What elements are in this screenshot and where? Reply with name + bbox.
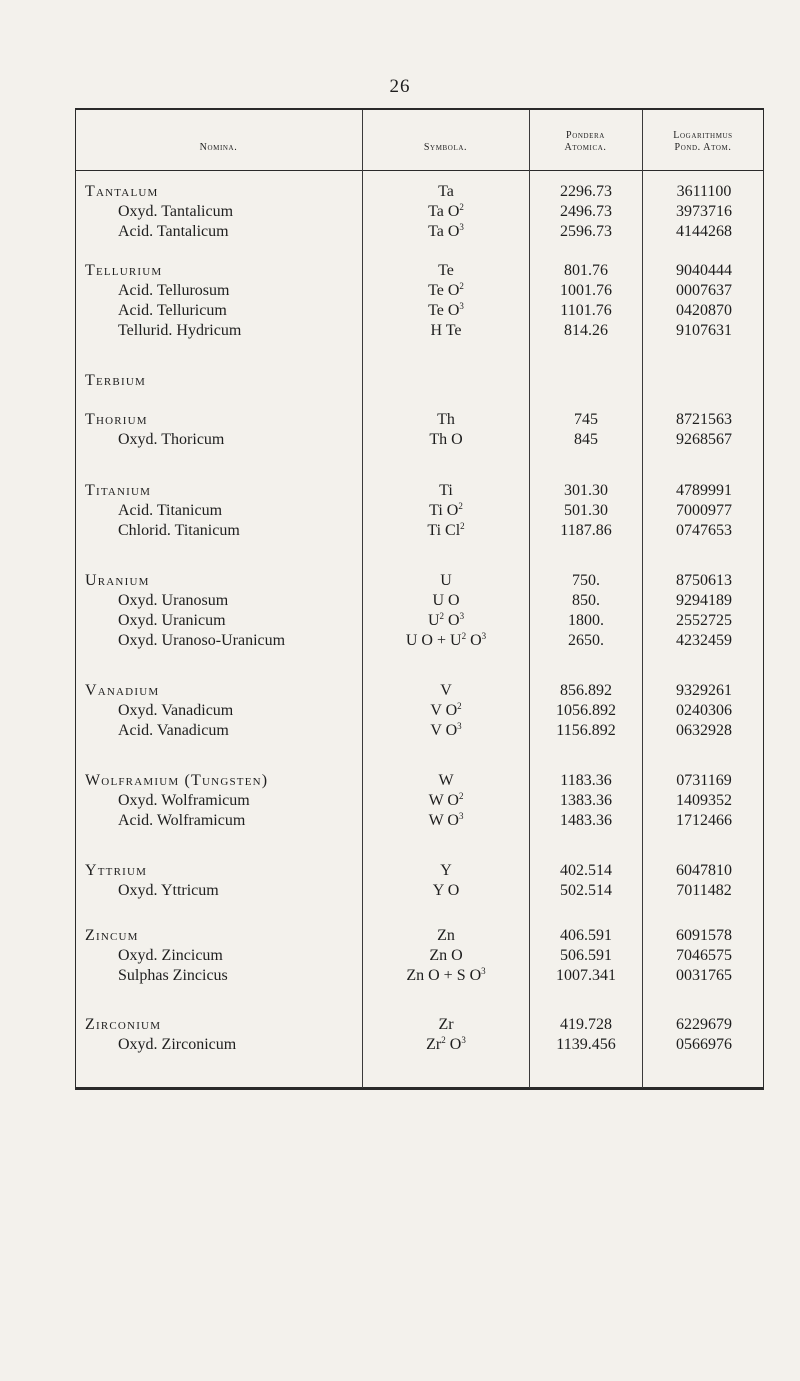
logarithm: 6047810 — [676, 862, 732, 879]
table-row — [0, 281, 800, 301]
table-row — [0, 771, 800, 791]
symbol: Ti — [439, 482, 453, 499]
table-row — [0, 202, 800, 222]
logarithm: 1712466 — [676, 812, 732, 829]
table-row — [0, 182, 800, 202]
atomic-weight: 845 — [574, 431, 598, 448]
atomic-weight: 1007.341 — [556, 967, 616, 984]
symbol: Ta $O^2$ — [428, 202, 464, 220]
atomic-weight: 745 — [574, 411, 598, 428]
table-row — [0, 371, 800, 391]
logarithm: 3973716 — [676, 203, 732, 220]
atomic-weight: 2496.73 — [560, 203, 612, 220]
atomic-weight: 402.514 — [560, 862, 612, 879]
compound-name: Oxyd. Vanadicum — [118, 702, 234, 719]
compound-name: Oxyd. Zincicum — [118, 947, 223, 964]
table-row — [0, 481, 800, 501]
compound-name: Oxyd. Zirconicum — [118, 1036, 237, 1053]
symbol: Ti $O^2$ — [429, 501, 463, 519]
element-name: Tellurium — [85, 262, 163, 279]
header-symbola: Symbola. — [423, 142, 468, 153]
table-row — [0, 631, 800, 651]
atomic-weight: 856.892 — [560, 682, 612, 699]
atomic-weight: 1800. — [568, 612, 604, 629]
logarithm: 0566976 — [676, 1036, 732, 1053]
logarithm: 6229679 — [676, 1016, 732, 1033]
header-logarithmus: Logarithmus Pond. Atom. — [673, 130, 733, 153]
compound-name: Oxyd. Tantalicum — [118, 203, 234, 220]
logarithm: 7046575 — [676, 947, 732, 964]
element-name: Vanadium — [85, 682, 160, 699]
compound-name: Oxyd. Thoricum — [118, 431, 225, 448]
compound-name: Oxyd. Uranicum — [118, 612, 226, 629]
atomic-weight: 1139.456 — [556, 1036, 616, 1053]
page-number: 26 — [389, 76, 411, 97]
compound-name: Oxyd. Wolframicum — [118, 792, 250, 809]
logarithm: 0747653 — [676, 522, 732, 539]
table-row — [0, 611, 800, 631]
symbol: U — [440, 572, 452, 589]
element-name: Zirconium — [85, 1016, 162, 1033]
logarithm: 9040444 — [676, 262, 732, 279]
compound-name: Acid. Tellurosum — [118, 282, 230, 299]
compound-name: Acid. Vanadicum — [118, 722, 229, 739]
atomic-weight: 419.728 — [560, 1016, 612, 1033]
logarithm: 4144268 — [676, 223, 732, 240]
symbol: Y — [440, 862, 452, 879]
compound-name: Oxyd. Uranosum — [118, 592, 229, 609]
atomic-weight: 1187.86 — [560, 522, 612, 539]
table-row — [0, 701, 800, 721]
symbol: Te $O^3$ — [428, 301, 464, 319]
symbol: Zn O — [429, 947, 463, 964]
compound-name: Sulphas Zincicus — [118, 967, 228, 984]
symbol: Ta $O^3$ — [428, 222, 464, 240]
symbol: V — [440, 682, 452, 699]
table-row — [0, 791, 800, 811]
compound-name: Oxyd. Uranoso-Uranicum — [118, 632, 286, 649]
compound-name: Acid. Telluricum — [118, 302, 227, 319]
symbol: U O — [432, 592, 460, 609]
table-row — [0, 521, 800, 541]
symbol: V $O^3$ — [430, 721, 462, 739]
atomic-weight: 2596.73 — [560, 223, 612, 240]
logarithm: 0240306 — [676, 702, 732, 719]
element-name: Tantalum — [85, 183, 159, 200]
table-row — [0, 261, 800, 281]
table-row — [0, 571, 800, 591]
element-name: Terbium — [85, 372, 146, 389]
compound-name: Oxyd. Yttricum — [118, 882, 219, 899]
symbol: Ti Cl$^2$ — [427, 521, 465, 539]
atomic-weight: 406.591 — [560, 927, 612, 944]
atomic-weight: 2650. — [568, 632, 604, 649]
logarithm: 9268567 — [676, 431, 732, 448]
atomic-weight: 506.591 — [560, 947, 612, 964]
table-row — [0, 1015, 800, 1035]
compound-name: Acid. Wolframicum — [118, 812, 246, 829]
atomic-weight: 501.30 — [564, 502, 608, 519]
table-row — [0, 1035, 800, 1055]
header-pondera: Pondera Atomica. — [564, 130, 607, 153]
logarithm: 2552725 — [676, 612, 732, 629]
atomic-weight: 1101.76 — [560, 302, 612, 319]
symbol: Ta — [438, 183, 454, 200]
compound-name: Chlorid. Titanicum — [118, 522, 240, 539]
logarithm: 7000977 — [676, 502, 732, 519]
symbol: Th O — [429, 431, 463, 448]
symbol: Zn — [437, 927, 455, 944]
table-row — [0, 501, 800, 521]
element-name: Uranium — [85, 572, 150, 589]
atomic-weight: 801.76 — [564, 262, 608, 279]
symbol: V $O^2$ — [430, 701, 462, 719]
table-row — [0, 681, 800, 701]
symbol: Th — [437, 411, 455, 428]
table-row — [0, 881, 800, 901]
compound-name: Acid. Titanicum — [118, 502, 223, 519]
symbol: Te — [438, 262, 454, 279]
table-row — [0, 301, 800, 321]
symbol: W $O^2$ — [428, 791, 464, 809]
table-row — [0, 811, 800, 831]
symbol: Y O — [432, 882, 460, 899]
element-name: Thorium — [85, 411, 148, 428]
atomic-weight: 2296.73 — [560, 183, 612, 200]
atomic-weight: 1183.36 — [560, 772, 612, 789]
logarithm: 0007637 — [676, 282, 732, 299]
symbol: Zr — [438, 1016, 454, 1033]
table-row — [0, 410, 800, 430]
logarithm: 7011482 — [676, 882, 732, 899]
atomic-weight: 1156.892 — [556, 722, 616, 739]
atomic-weight: 850. — [572, 592, 600, 609]
logarithm: 9107631 — [676, 322, 732, 339]
symbol: $U^2$ $O^3$ — [427, 611, 465, 629]
atomic-weight: 1056.892 — [556, 702, 616, 719]
table-row — [0, 966, 800, 986]
logarithm: 1409352 — [676, 792, 732, 809]
symbol: W — [438, 772, 454, 789]
atomic-weight: 502.514 — [560, 882, 612, 899]
table-row — [0, 721, 800, 741]
table-row — [0, 222, 800, 242]
table-row — [0, 430, 800, 450]
element-name: Titanium — [85, 482, 152, 499]
element-name: Wolframium (Tungsten) — [85, 772, 269, 789]
table-row — [0, 946, 800, 966]
symbol: Te $O^2$ — [428, 281, 464, 299]
header-rule — [75, 170, 764, 171]
compound-name: Tellurid. Hydricum — [118, 322, 242, 339]
element-name: Yttrium — [85, 862, 148, 879]
logarithm: 0632928 — [676, 722, 732, 739]
atomic-weight: 1483.36 — [560, 812, 612, 829]
logarithm: 6091578 — [676, 927, 732, 944]
compound-name: Acid. Tantalicum — [118, 223, 229, 240]
atomic-weight: 1001.76 — [560, 282, 612, 299]
symbol: H Te — [430, 322, 462, 339]
logarithm: 9294189 — [676, 592, 732, 609]
header-nomina: Nomina. — [199, 142, 238, 153]
logarithm: 3611100 — [676, 183, 732, 200]
logarithm: 0731169 — [676, 772, 732, 789]
atomic-weight: 301.30 — [564, 482, 608, 499]
table-row — [0, 591, 800, 611]
logarithm: 8721563 — [676, 411, 732, 428]
atomic-weight: 1383.36 — [560, 792, 612, 809]
symbol: Zr$^2$ $O^3$ — [426, 1035, 466, 1053]
logarithm: 8750613 — [676, 572, 732, 589]
table-row — [0, 861, 800, 881]
element-name: Zincum — [85, 927, 139, 944]
table-row — [0, 926, 800, 946]
logarithm: 0420870 — [676, 302, 732, 319]
symbol: W $O^3$ — [428, 811, 464, 829]
logarithm: 4232459 — [676, 632, 732, 649]
symbol: U $O + U^2$ $O^3$ — [405, 631, 487, 649]
atomic-weight: 814.26 — [564, 322, 608, 339]
atomic-weight: 750. — [572, 572, 600, 589]
table-row — [0, 321, 800, 341]
logarithm: 4789991 — [676, 482, 732, 499]
logarithm: 0031765 — [676, 967, 732, 984]
symbol: Zn O + S $O^3$ — [406, 966, 486, 984]
logarithm: 9329261 — [676, 682, 732, 699]
